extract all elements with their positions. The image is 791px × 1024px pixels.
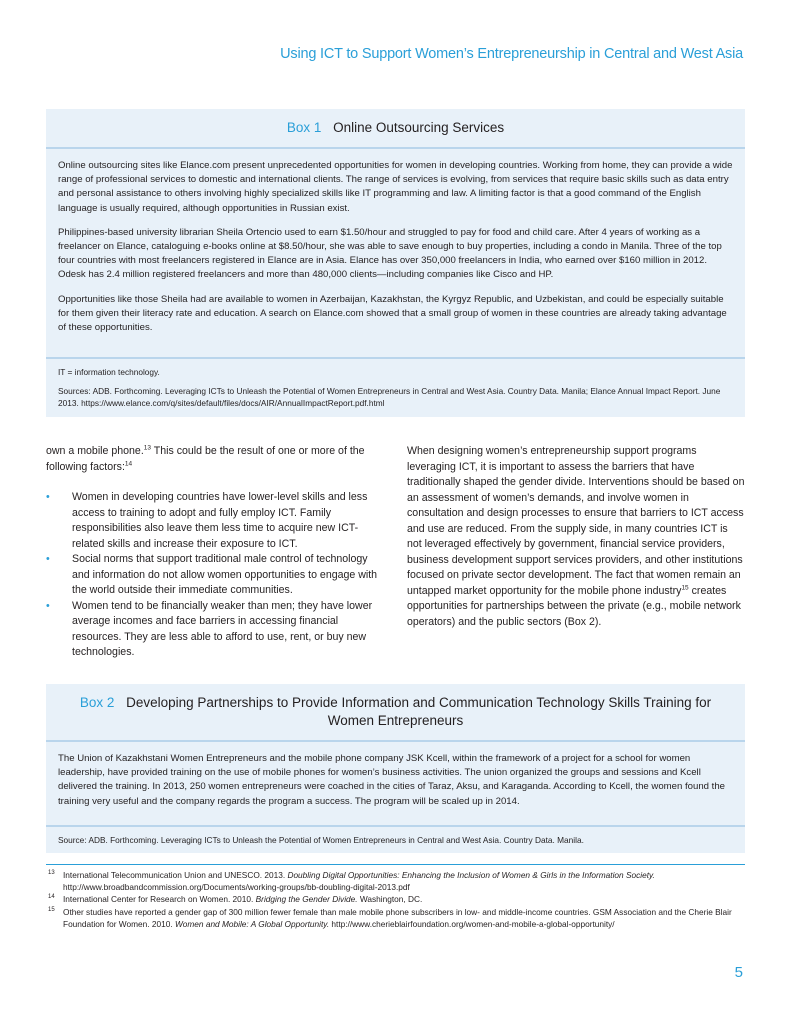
page-number: 5 xyxy=(734,964,743,981)
box-number: Box 1 xyxy=(286,120,322,135)
footnote: 13 International Telecommunication Union and UNESCO. 2013. Doubling Digital Opportunities: Enhancing the Inclusion of Women & Girls in the Information Society. http://www.broadbandcommission.org/Documents/working-groups/bb-doubling-digital-2013.pdf xyxy=(48,870,655,893)
running-title: Using ICT to Support Women’s Entrepreneurship in Central and West Asia xyxy=(280,46,743,62)
box-notes xyxy=(46,359,745,417)
sources-note: Sources: ADB. Forthcoming. Leveraging ICTs to Unleash the Potential of Women Entrepreneurs in Central and West Asia. Country Data. Manila; Elance Annual Impact Report. June 2013. https://www.elance.com/q/sites/default/files/docs/AIR/AnnualImpactReport.pdf.html xyxy=(58,385,721,408)
list-item: • Women in developing countries have lower-level skills and less access to training to adopt and fully employ ICT. Family responsibilities also leave them less time to acquire new ICT-related skills and increase their exposure to ICT. xyxy=(46,491,368,550)
box-paragraph: Online outsourcing sites like Elance.com present unprecedented opportunities for women in developing countries. Working from home, they can provide a wide range of professional services to domestic and international clients. The range of services is evolving, from services that require basic skills such as data entry and personal assistance to others involving highly specialized skills like IT programming and law. A limiting factor is that a good command of the English language is usually required, although opportunities in Russian exist. xyxy=(58,160,733,214)
box-body xyxy=(46,742,745,827)
factor-list xyxy=(46,490,384,661)
bullet-icon: • xyxy=(46,491,50,503)
box-heading: Online Outsourcing Services xyxy=(333,120,505,135)
right-column xyxy=(407,444,745,630)
box-heading: Developing Partnerships to Provide Information and Communication Technology Skills Training for Women Entrepreneurs xyxy=(126,695,712,728)
bullet-icon: • xyxy=(46,599,50,612)
footnotes xyxy=(46,869,745,930)
box-title xyxy=(46,684,745,742)
list-item: • Women tend to be financially weaker than men; they have lower average incomes and face barriers in accessing financial resources. They are less able to afford to use, rent, or buy new technologies. xyxy=(46,599,373,658)
box-paragraph: The Union of Kazakhstani Women Entrepreneurs and the mobile phone company JSK Kcell, within the framework of a project for a school for women leadership, have provided training on the use of mobile phones for women’s business activities. The union organized the groups and sessions and Kcell delivered the training. In 2013, 250 women entrepreneurs were coached in the cities of Taraz, Aksu, and Karaganda. According to Kcell, the women found the training very useful and the company regards the program a success. The program will be scaled up in 2014. xyxy=(58,753,726,807)
box-notes xyxy=(46,827,745,854)
sources-note: Source: ADB. Forthcoming. Leveraging ICTs to Unleash the Potential of Women Entrepreneurs in Central and West Asia. Country Data. Manila. xyxy=(58,834,584,845)
box-number: Box 2 xyxy=(79,695,115,710)
footnote-ref[interactable]: 14 xyxy=(124,459,133,467)
box-paragraph: Opportunities like those Sheila had are available to women in Azerbaijan, Kazakhstan, the Kyrgyz Republic, and Uzbekistan, and could be especially suitable for them given their literacy rate and education. A search on Elance.com showed that a small group of women in these countries are already taking advantage of these opportunities. xyxy=(58,293,727,334)
box-partnerships xyxy=(46,684,745,853)
footnote: 15 Other studies have reported a gender gap of 300 million fewer female than male mobile phone subscribers in low- and middle-income countries. GSM Association and the Cherie Blair Foundation for Women. 2010. Women and Mobile: A Global Opportunity. http://www.cherieblairfoundation.org/women-and-mobile-a-global-opportunity/ xyxy=(48,906,732,929)
box-paragraph: Philippines-based university librarian Sheila Ortencio used to earn $1.50/hour and struggled to pay for food and child care. After 4 years of working as a freelancer on Elance, cataloguing e-books online at $8.50/hour, she was able to save enough to buy properties, including a condo in Manila. Three of the top four countries with most freelancers registered in Elance are in Asia. Elance has over 350,000 freelancers in India, who earned over $160 million in 2012. Odesk has 2.4 million registered freelancers and more than 480,000 clients—including companies like Cisco and HP. xyxy=(58,226,722,281)
footnote-divider xyxy=(46,864,745,865)
box-online-outsourcing xyxy=(46,109,745,417)
abbreviation-note: IT = information technology. xyxy=(58,367,160,377)
left-intro: own a mobile phone.$^{13}$ This could be the result of one or more of the following factors:$^{14}$ xyxy=(46,444,365,473)
footnote-ref[interactable]: 15 xyxy=(681,583,689,591)
list-item: • Social norms that support traditional male control of technology and information do not allow women opportunities to engage with the world outside their immediate communities. xyxy=(46,553,378,596)
bullet-icon: • xyxy=(46,553,50,565)
footnote: 14 International Center for Research on Women. 2010. Bridging the Gender Divide. Washington, DC. xyxy=(48,894,423,905)
box-body xyxy=(46,149,745,359)
right-paragraph: When designing women’s entrepreneurship support programs leveraging ICT, it is important to assess the barriers that have traditionally shaped the gender divide. Interventions should be based on an assessment of women’s demands, and involve women in consultation and design processes to ensure that barriers to ICT access and use are reduced. From the supply side, in many countries ICT is not leveraged effectively by government, financial service providers, business development support services providers, and other institutions focused on private sector development. The fact that women remain an untapped market opportunity for the mobile phone industry$^{15}$ creates opportunities for partnerships between the private (e.g., mobile network operators) and the public sectors (Box 2). xyxy=(407,445,745,628)
left-column xyxy=(46,444,384,661)
footnote-ref[interactable]: 13 xyxy=(143,444,151,452)
box-title xyxy=(46,109,745,149)
